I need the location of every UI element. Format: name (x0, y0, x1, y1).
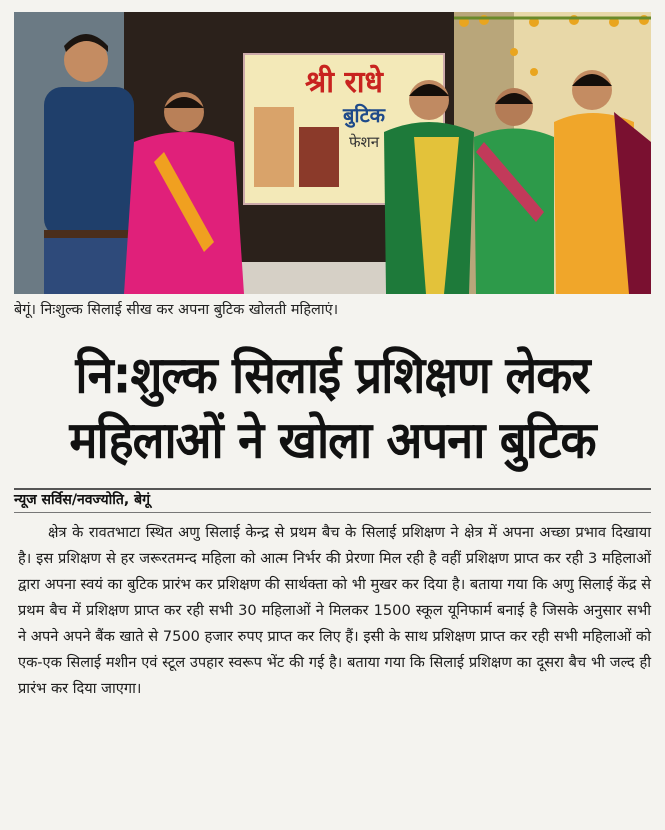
article-body: क्षेत्र के रावतभाटा स्थित अणु सिलाई केन्द्र से प्रथम बैच के सिलाई प्रशिक्षण ने क्षेत्र में अपना अच्छा प्रभाव दिखाया है। इस प्रशिक्षण से हर जरूरतमन्द महिला को आत्म निर्भर की प्रेरणा मिल रही है वहीं प्रशिक्षण प्राप्त कर रही 3 महिलाओं द्वारा अपना स्वयं का बुटिक प्रारंभ कर प्रशिक्षण की सार्थक्ता को भी मुखर कर दिया है। बताया गया कि अणु सिलाई केंद्र से प्रथम बैच में प्रशिक्षण प्राप्त कर रही सभी 30 महिलाओं ने मिलकर 1500 स्कूल यूनिफार्म बनाई है जिसके अनुसार सभी ने अपने अपने बैंक खाते से 7500 हजार रुपए प्राप्त कर लिए हैं। इसी के साथ प्रशिक्षण प्राप्त कर रही सभी महिलाओं को एक-एक सिलाई मशीन एवं स्टूल उपहार स्वरूप भेंट की गई है। बताया गया कि सिलाई प्रशिक्षण का दूसरा बैच भी जल्द ही प्रारंभ कर दिया जाएगा। (18, 524, 651, 697)
headline (0, 344, 665, 474)
photo-caption: बेगूं। निःशुल्क सिलाई सीख कर अपना बुटिक खोलती महिलाएं। (14, 302, 339, 318)
headline-line-1: नि:शुल्क सिलाई प्रशिक्षण लेकर (75, 346, 590, 406)
photo-illustration (14, 12, 651, 294)
banner-subtitle: बुटिक (342, 103, 386, 127)
byline: न्यूज सर्विस/नवज्योति, बेगूं (14, 492, 150, 508)
news-photo (14, 12, 651, 294)
banner-tagline: फेशन (348, 133, 380, 151)
headline-line-2: महिलाओं ने खोला अपना बुटिक (69, 410, 596, 471)
banner-title: श्री राधे (305, 65, 383, 100)
byline-divider (14, 512, 651, 513)
